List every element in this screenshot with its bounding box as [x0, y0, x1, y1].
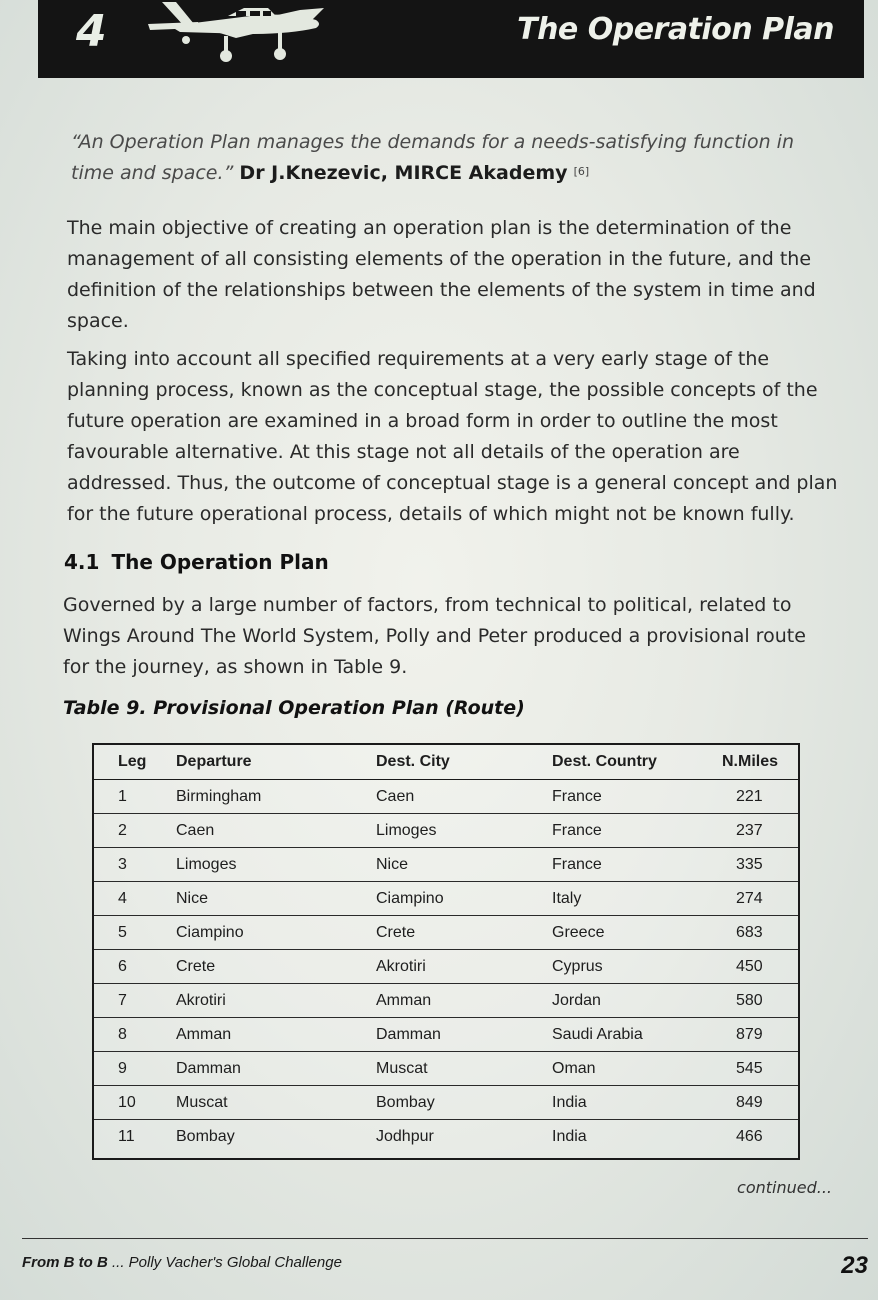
- cell-leg: 11: [118, 1127, 135, 1145]
- cell-dest-country: France: [552, 814, 702, 848]
- cell-dest-country: India: [552, 1086, 702, 1120]
- cell-dest-country: Oman: [552, 1052, 702, 1086]
- footer-book-title: [22, 1254, 342, 1271]
- cell-departure: Ciampino: [176, 916, 376, 950]
- continued-note: continued...: [737, 1178, 832, 1197]
- section-title: The Operation Plan: [111, 550, 329, 574]
- route-table: [92, 743, 800, 1160]
- header-leg: Leg: [94, 745, 176, 780]
- cell-departure: Birmingham: [176, 780, 376, 814]
- table-row: [94, 1018, 798, 1052]
- cell-dest-country: Saudi Arabia: [552, 1018, 702, 1052]
- table-row: [94, 1052, 798, 1086]
- section-number: 4.1: [64, 550, 100, 574]
- table-row: [94, 916, 798, 950]
- cell-nmiles: 545: [702, 1052, 798, 1086]
- table-row: [94, 882, 798, 916]
- cell-departure: Damman: [176, 1052, 376, 1086]
- cell-nmiles: 221: [702, 780, 798, 814]
- cell-dest-country: Jordan: [552, 984, 702, 1018]
- cell-dest-country: France: [552, 848, 702, 882]
- cell-nmiles: 450: [702, 950, 798, 984]
- table-row: [94, 848, 798, 882]
- cell-departure: Bombay: [176, 1127, 235, 1145]
- cell-nmiles: 335: [702, 848, 798, 882]
- cell-dest-city: Bombay: [376, 1086, 552, 1120]
- header-dest-country: Dest. Country: [552, 745, 702, 780]
- cell-leg: 9: [94, 1052, 176, 1086]
- cell-leg: 7: [94, 984, 176, 1018]
- chapter-title: The Operation Plan: [517, 12, 834, 47]
- cell-dest-city: Muscat: [376, 1052, 552, 1086]
- header-departure: Departure: [176, 745, 376, 780]
- cell-dest-city: Damman: [376, 1018, 552, 1052]
- cell-leg: 3: [94, 848, 176, 882]
- cell-leg: 10: [94, 1086, 176, 1120]
- page-number: 23: [841, 1252, 868, 1279]
- footer-title-rest: ... Polly Vacher's Global Challenge: [107, 1254, 342, 1271]
- section-heading: [64, 550, 329, 574]
- cell-leg: 8: [94, 1018, 176, 1052]
- epigraph-quote: [71, 128, 831, 188]
- cell-dest-city: Amman: [376, 984, 552, 1018]
- table-row: [94, 780, 798, 814]
- cell-nmiles: 237: [702, 814, 798, 848]
- table-row: [94, 984, 798, 1018]
- cell-dest-country: Italy: [552, 882, 702, 916]
- quote-reference: [6]: [573, 165, 590, 178]
- cell-dest-country: India: [552, 1127, 587, 1145]
- body-paragraph: The main objective of creating an operation plan is the determination of the management of all consisting elements of the operation in the future, and the definition of the relationships between the elements of the system in time and space.: [67, 217, 816, 332]
- cell-dest-city: Crete: [376, 916, 552, 950]
- airplane-icon: [140, 0, 326, 66]
- table-caption: Table 9. Provisional Operation Plan (Route): [63, 697, 525, 719]
- quote-author: Dr J.Knezevic, MIRCE Akademy: [239, 162, 568, 184]
- table-row: [94, 1120, 798, 1154]
- cell-dest-city: Nice: [376, 848, 552, 882]
- table-row: [94, 1086, 798, 1120]
- table-row: [94, 814, 798, 848]
- section-paragraph: Governed by a large number of factors, from technical to political, related to Wings Around The World System, Polly and Peter produced a provisional route for the journey, as shown in Table 9.: [63, 594, 806, 678]
- cell-leg: 1: [94, 780, 176, 814]
- cell-nmiles: 683: [702, 916, 798, 950]
- cell-departure: Limoges: [176, 848, 376, 882]
- cell-dest-city: Caen: [376, 780, 552, 814]
- cell-dest-country: Cyprus: [552, 950, 702, 984]
- cell-departure: Muscat: [176, 1086, 376, 1120]
- cell-departure: Akrotiri: [176, 984, 376, 1018]
- header-dest-city: Dest. City: [376, 745, 552, 780]
- cell-dest-city: Jodhpur: [376, 1127, 434, 1145]
- cell-dest-city: Ciampino: [376, 882, 552, 916]
- quote-text: “An Operation Plan manages the demands for a needs-satisfying function in time and space.”: [71, 131, 794, 184]
- cell-nmiles: 580: [702, 984, 798, 1018]
- cell-nmiles: 879: [702, 1018, 798, 1052]
- cell-dest-city: Akrotiri: [376, 950, 552, 984]
- cell-dest-city: Limoges: [376, 814, 552, 848]
- table-row: [94, 950, 798, 984]
- cell-departure: Amman: [176, 1018, 376, 1052]
- cell-dest-country: France: [552, 780, 702, 814]
- cell-nmiles: 849: [702, 1086, 798, 1120]
- cell-nmiles: 466: [736, 1127, 763, 1145]
- table-header-row: [94, 745, 798, 780]
- cell-leg: 6: [94, 950, 176, 984]
- cell-dest-country: Greece: [552, 916, 702, 950]
- footer-divider: [22, 1238, 868, 1239]
- body-paragraph: Taking into account all specified requirements at a very early stage of the planning process, known as the conceptual stage, the possible concepts of the future operation are examined in a broad form in order to outline the most favourable alternative. At this stage not all details of the operation are addressed. Thus, the outcome of conceptual stage is a general concept and plan for the future operational process, details of which might not be known fully.: [67, 348, 838, 525]
- cell-departure: Crete: [176, 950, 376, 984]
- cell-nmiles: 274: [702, 882, 798, 916]
- cell-departure: Nice: [176, 882, 376, 916]
- cell-leg: 4: [94, 882, 176, 916]
- cell-leg: 5: [94, 916, 176, 950]
- chapter-number: 4: [76, 6, 107, 57]
- cell-departure: Caen: [176, 814, 376, 848]
- header-nmiles: N.Miles: [702, 745, 798, 780]
- footer-title-bold: From B to B: [22, 1254, 108, 1271]
- cell-leg: 2: [94, 814, 176, 848]
